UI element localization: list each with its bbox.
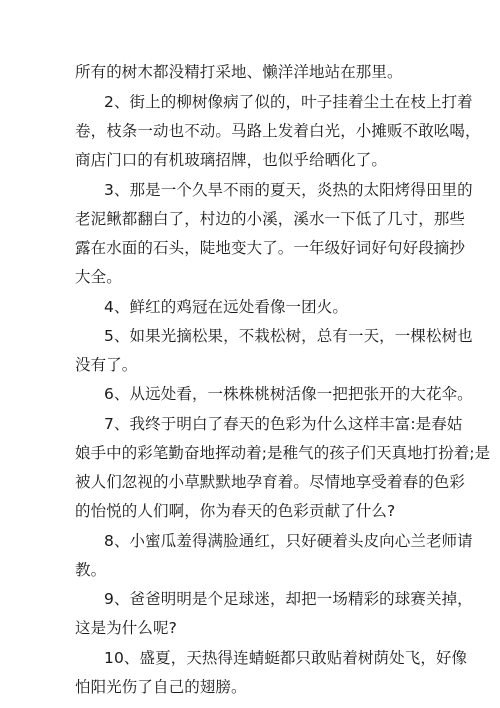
text-line-9: 4、鲜红的鸡冠在远处看像一团火。	[104, 298, 348, 316]
text-line-18: 教。	[75, 561, 107, 579]
text-line-5: 3、那是一个久旱不雨的夏天，炎热的太阳烤得田里的	[104, 181, 473, 199]
text-line-8: 大全。	[75, 268, 122, 286]
text-line-1: 所有的树木都没精打采地、懒洋洋地站在那里。	[75, 63, 403, 81]
text-line-16: 的怡悦的人们啊，你为春天的色彩贡献了什么?	[75, 502, 396, 520]
text-line-14: 娘手中的彩笔勤奋地挥动着;是稚气的孩子们天真地打扮着;是	[75, 444, 491, 462]
text-line-15: 被人们忽视的小草默默地孕育着。尽情地享受着春的色彩	[75, 473, 466, 491]
text-line-10: 5、如果光摘松果，不栽松树，总有一天，一棵松树也	[104, 327, 473, 345]
text-line-13: 7、我终于明白了春天的色彩为什么这样丰富:是春姑	[104, 415, 463, 433]
text-line-21: 10、盛夏，天热得连蜻蜓都只敢贴着树荫处飞，好像	[104, 649, 468, 667]
text-line-20: 这是为什么呢?	[75, 619, 177, 637]
text-line-12: 6、从远处看，一株株桃树活像一把把张开的大花伞。	[104, 385, 473, 403]
text-line-6: 老泥鳅都翻白了，村边的小溪，溪水一下低了几寸，那些	[75, 210, 466, 228]
text-line-19: 9、爸爸明明是个足球迷，却把一场精彩的球赛关掉，	[104, 590, 473, 608]
text-line-7: 露在水面的石头，陡地变大了。一年级好词好句好段摘抄	[75, 239, 466, 257]
text-line-11: 没有了。	[75, 356, 138, 374]
text-line-3: 卷，枝条一动也不动。马路上发着白光，小摊贩不敢吆喝，	[75, 122, 481, 140]
text-line-4: 商店门口的有机玻璃招牌，也似乎给晒化了。	[75, 151, 388, 169]
text-line-2: 2、街上的柳树像病了似的，叶子挂着尘土在枝上打着	[104, 93, 473, 111]
text-line-22: 怕阳光伤了自己的翅膀。	[75, 678, 247, 696]
text-line-17: 8、小蜜瓜羞得满脸通红，只好硬着头皮向心兰老师请	[104, 532, 473, 550]
